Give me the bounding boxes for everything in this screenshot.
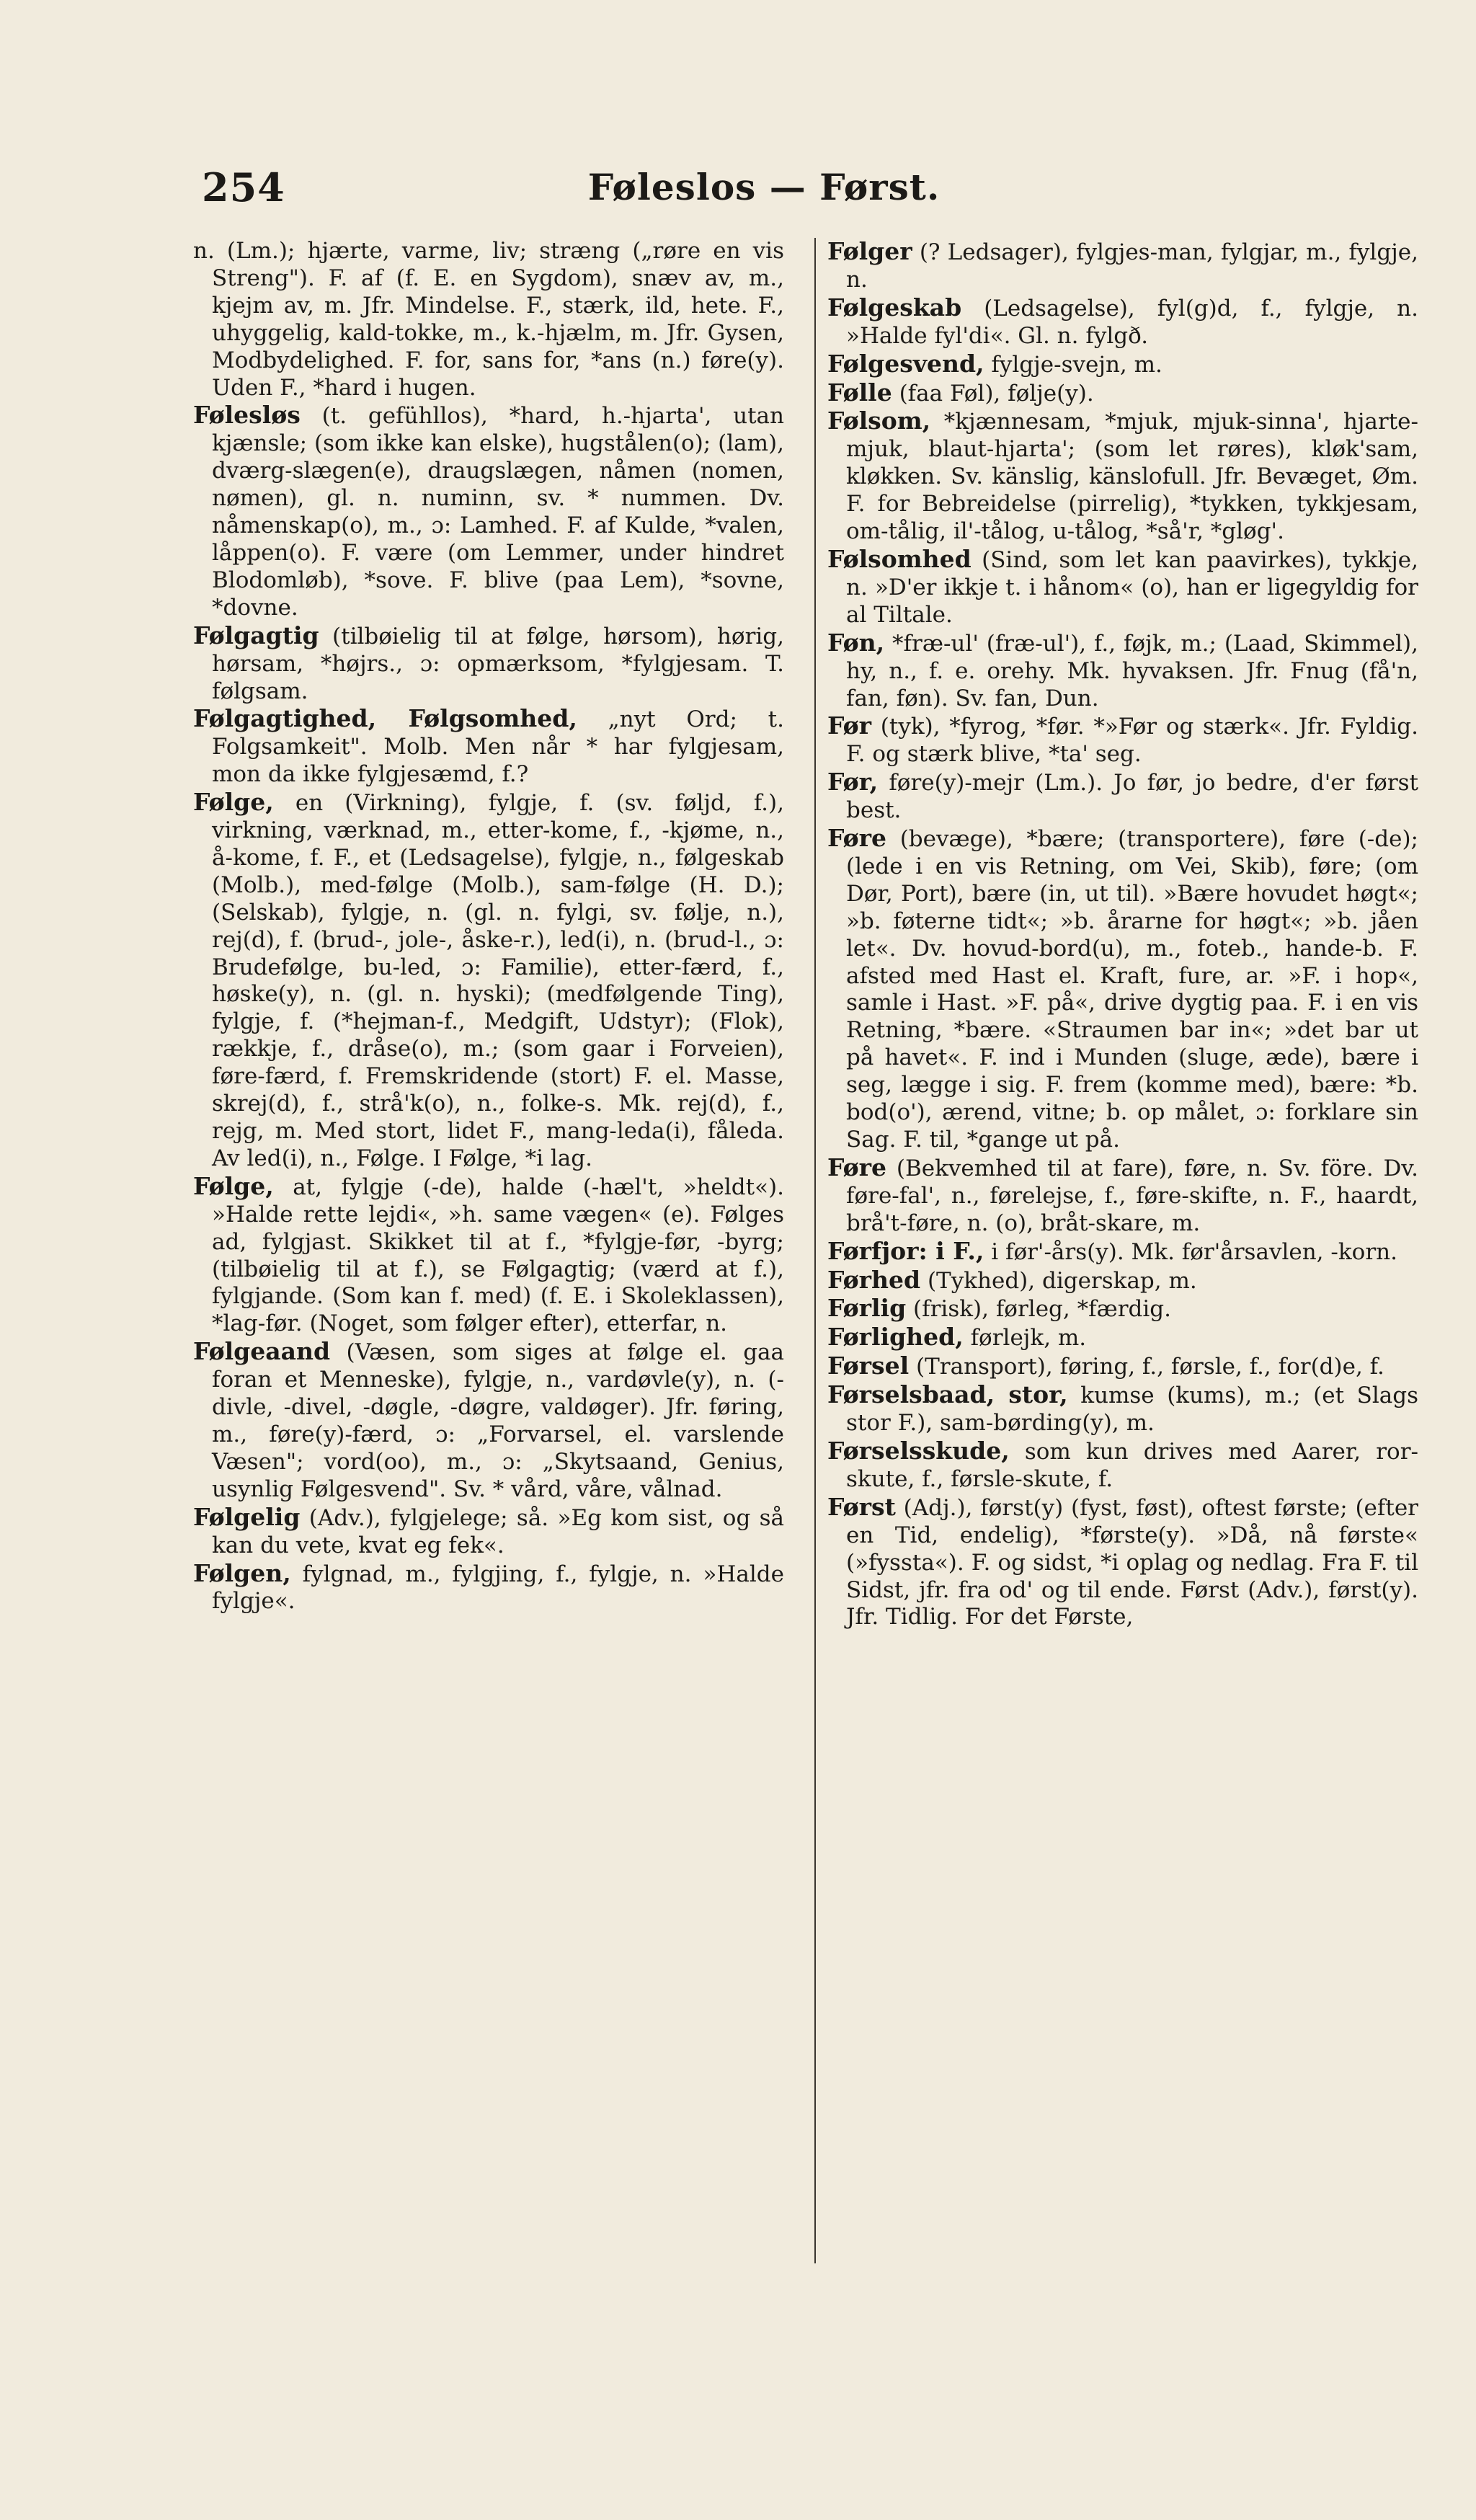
- dictionary-entry: [193, 705, 784, 789]
- entry-definition: (t. gefühllos), *hard, h.-hjarta', utan kjænsle; (som ikke kan elske), hugstålen(o); (lam), dværg-slægen(e), draugslægen, nåmen (nomen, nømen), gl. n. numinn, sv. * nummen. Dv. nåmenskap(o), m., ɔ: Lamhed. F. af Kulde, *valen, låppen(o). F. være (om Lemmer, under hindret Blodomløb), *sove. F. blive (paa Lem), *sovne, *dovne.: [212, 403, 784, 621]
- entry-headword: Før: [827, 711, 872, 740]
- dictionary-entry: [827, 350, 1418, 379]
- entry-headword: Følger: [827, 238, 912, 265]
- dictionary-entry: [827, 768, 1418, 825]
- entry-definition: (Bekvemhed til at fare), føre, n. Sv. före. Dv. føre-fal', n., førelejse, f., føre-skifte, n. F., haardt, brå't-føre, n. (o), bråt-skare, m.: [846, 1155, 1418, 1236]
- dictionary-entry: [193, 1173, 784, 1338]
- entry-headword: Følesløs: [193, 401, 301, 430]
- dictionary-entry: [193, 401, 784, 621]
- dictionary-entry: [193, 238, 784, 401]
- entry-headword: Følgeskab: [827, 293, 962, 321]
- entry-definition: (Ledsagelse), fyl(g)d, f., fylgje, n. »Halde fyl'di«. Gl. n. fylgð.: [846, 295, 1418, 349]
- dictionary-entry: [827, 546, 1418, 629]
- entry-definition: føre(y)-mejr (Lm.). Jo før, jo bedre, d'er først best.: [846, 770, 1418, 824]
- dictionary-entry: [827, 407, 1418, 546]
- entry-definition: „nyt Ord; t. Folgsamkeit". Molb. Men når * har fylgjesam, mon da ikke fylgjesæmd, f.?: [212, 706, 784, 788]
- dictionary-entry: [193, 1504, 784, 1560]
- right-column: [827, 238, 1418, 2263]
- entry-definition: fylgje-svejn, m.: [991, 351, 1162, 378]
- dictionary-entry: [193, 1560, 784, 1616]
- entry-headword: Følge,: [193, 1171, 274, 1200]
- entry-definition: *kjænnesam, *mjuk, mjuk-sinna', hjarte-mjuk, blaut-hjarta'; (som let røres), kløk'sam, kløkken. Sv. känslig, känslofull. Jfr. Bevæget, Øm. F. for Bebreidelse (pirrelig), *tykken, tykkjesam, om-tålig, il'-tålog, u-tålog, *så'r, *gløg'.: [846, 409, 1418, 545]
- dictionary-entry: [827, 294, 1418, 350]
- dictionary-entry: [827, 629, 1418, 713]
- entry-headword: Førfjor: i F.,: [827, 1236, 984, 1265]
- entry-headword: Føn,: [827, 628, 885, 657]
- entry-headword: Følgeaand: [193, 1337, 331, 1366]
- entry-definition: en (Virkning), fylgje, f. (sv. føljd, f.), virkning, værknad, m., etter-kome, f., -kjøme, n., å-kome, f. F., et (Ledsagelse), fylgje, n., følgeskab (Molb.), med-følge (Molb.), sam-følge (H. D.); (Selskab), fylgje, n. (gl. n. fylgi, sv. følje, n.), rej(d), f. (brud-, jole-, åske-r.), led(i), n. (brud-l., ɔ: Brudefølge, bu-led, ɔ: Familie), etter-færd, f., høske(y), n. (gl. n. hyski); (medfølgende Ting), fylgje, f. (*hejman-f., Medgift, Udstyr); (Flok), rækkje, f., dråse(o), m.; (som gaar i Forveien), føre-færd, f. Fremskridende (stort) F. el. Masse, skrej(d), f., strå'k(o), n., folke-s. Mk. rej(d), f., rejg, m. Med stort, lidet F., mang-leda(i), fåleda. Av led(i), n., Følge. I Følge, *i lag.: [212, 790, 784, 1171]
- entry-headword: Førselsskude,: [827, 1436, 1010, 1465]
- entry-headword: Føre: [827, 1153, 887, 1181]
- dictionary-entry: [827, 1238, 1418, 1266]
- entry-definition: (Sind, som let kan paavirkes), tykkje, n. »D'er ikkje t. i hånom« (o), han er ligegyldig for al Tiltale.: [846, 546, 1418, 628]
- entry-definition: at, fylgje (-de), halde (-hæl't, »heldt«). »Halde rette lejdi«, »h. same vægen« (e). Følges ad, fylgjast. Skikket til at f., *fylgje-før, -byrg; (tilbøielig til at f.), se Følgagtig; (værd at f.), fylgjande. (Som kan f. med) (f. E. i Skoleklassen), *lag-før. (Noget, som følger efter), etterfar, n.: [212, 1174, 784, 1337]
- entry-headword: Følsom,: [827, 407, 931, 435]
- running-title: Føleslos — Først.: [587, 166, 941, 208]
- entry-headword: Følgelig: [193, 1502, 301, 1531]
- entry-headword: Først: [827, 1492, 896, 1521]
- dictionary-entry: [827, 379, 1418, 408]
- dictionary-entry: [827, 1437, 1418, 1494]
- dictionary-entry: [827, 1323, 1418, 1352]
- entry-definition: som kun drives med Aarer, ror-skute, f., førsle-skute, f.: [846, 1438, 1418, 1492]
- entry-headword: Føre: [827, 824, 887, 853]
- entry-headword: Følge,: [193, 788, 274, 817]
- dictionary-entry: [193, 789, 784, 1173]
- dictionary-entry: [827, 1381, 1418, 1437]
- entry-headword: Før,: [827, 768, 879, 797]
- entry-definition: (Adv.), fylgjelege; så. »Eg kom sist, og så kan du vete, kvat eg fek«.: [212, 1504, 784, 1558]
- entry-definition: kumse (kums), m.; (et Slags stor F.), sam-børding(y), m.: [846, 1383, 1418, 1437]
- dictionary-entry: [827, 825, 1418, 1154]
- entry-headword: Følgagtig: [193, 621, 319, 649]
- entry-definition: (tyk), *fyrog, *før. *»Før og stærk«. Jfr. Fyldig. F. og stærk blive, *ta' seg.: [846, 714, 1418, 768]
- entry-headword: Følgesvend,: [827, 349, 984, 378]
- dictionary-entry: [827, 238, 1418, 294]
- entry-definition: førlejk, m.: [970, 1325, 1087, 1352]
- entry-definition: (Adj.), først(y) (fyst, føst), oftest første; (efter en Tid, endelig), *første(y). »Då, nå første« (»fyssta«). F. og sidst, *i oplag og nedlag. Fra F. til Sidst, jfr. fra od' og til ende. Først (Adv.), først(y). Jfr. Tidlig. For det Første,: [846, 1494, 1418, 1631]
- entry-definition: (? Ledsager), fylgjes-man, fylgjar, m., fylgje, n.: [846, 239, 1418, 293]
- entry-definition: (faa Føl), følje(y).: [899, 380, 1094, 407]
- entry-definition: (tilbøielig til at følge, hørsom), hørig, hørsam, *højrs., ɔ: opmærksom, *fylgjesam. T. følgsam.: [212, 623, 784, 704]
- entry-headword: Førselsbaad, stor,: [827, 1380, 1068, 1409]
- dictionary-entry: [827, 1352, 1418, 1381]
- left-column: [193, 238, 784, 2263]
- entry-definition: (bevæge), *bære; (transportere), føre (-de); (lede i en vis Retning, om Vei, Skib), føre; (om Dør, Port), bære (in, ut til). »Bære hovudet høgt«; »b. føterne tidt«; »b. årarne for høgt«; »b. jåen let«. Dv. hovud-bord(u), m., foteb., hande-b. F. afsted med Hast el. Kraft, fure, ar. »F. i hop«, samle i Hast. »F. på«, drive dygtig paa. F. i en vis Retning, *bære. «Straumen bar in«; »det bar ut på havet«. F. ind i Munden (sluge, æde), bære i seg, lægge i sig. F. frem (komme med), bære: *b. bod(o'), ærend, vitne; b. op målet, ɔ: forklare sin Sag. F. til, *gange ut på.: [846, 826, 1418, 1153]
- entry-definition: i før'-års(y). Mk. før'årsavlen, -korn.: [991, 1238, 1397, 1265]
- entry-headword: Førlighed,: [827, 1323, 964, 1352]
- page-number: 254: [202, 164, 285, 210]
- entry-headword: Følgen,: [193, 1558, 291, 1587]
- dictionary-entry: [827, 712, 1418, 768]
- entry-headword: Førsel: [827, 1352, 910, 1380]
- column-divider: [814, 238, 816, 2263]
- entry-headword: Førlig: [827, 1294, 907, 1323]
- entry-definition: (Væsen, som siges at følge el. gaa foran et Menneske), fylgje, n., vardøvle(y), n. (-divle, -divel, -døgle, -døgre, valdøger). Jfr. føring, m., føre(y)-færd, ɔ: „Forvarsel, el. varslende Væsen"; vord(oo), m., ɔ: „Skytsaand, Genius, usynlig Følgesvend". Sv. * vård, våre, vålnad.: [212, 1339, 784, 1502]
- entry-headword: Følgagtighed, Følgsomhed,: [193, 704, 577, 733]
- entry-definition: (frisk), førleg, *færdig.: [913, 1296, 1171, 1323]
- entry-definition: n. (Lm.); hjærte, varme, liv; stræng („røre en vis Streng"). F. af (f. E. en Sygdom), snæv av, m., kjejm av, m. Jfr. Mindelse. F., stærk, ild, hete. F., uhyggelig, kald-tokke, m., k.-hjælm, m. Jfr. Gysen, Modbydelighed. F. for, sans for, *ans (n.) føre(y). Uden F., *hard i hugen.: [193, 238, 784, 401]
- entry-definition: fylgnad, m., fylgjing, f., fylgje, n. »Halde fylgje«.: [212, 1561, 784, 1615]
- entry-headword: Følsomhed: [827, 544, 972, 573]
- entry-definition: (Transport), føring, f., førsle, f., for(d)e, f.: [916, 1354, 1384, 1380]
- dictionary-entry: [827, 1295, 1418, 1323]
- entry-headword: Førhed: [827, 1265, 921, 1294]
- entry-headword: Følle: [827, 378, 892, 407]
- page-header: [202, 164, 1326, 215]
- dictionary-entry: [827, 1266, 1418, 1295]
- entry-definition: (Tykhed), digerskap, m.: [927, 1267, 1197, 1294]
- entry-definition: *fræ-ul' (fræ-ul'), f., føjk, m.; (Laad, Skimmel), hy, n., f. e. orehy. Mk. hyvaksen. Jfr. Fnug (få'n, fan, føn). Sv. fan, Dun.: [846, 630, 1418, 711]
- dictionary-entry: [827, 1494, 1418, 1632]
- dictionary-entry: [827, 1154, 1418, 1238]
- dictionary-entry: [193, 1338, 784, 1503]
- dictionary-entry: [193, 622, 784, 706]
